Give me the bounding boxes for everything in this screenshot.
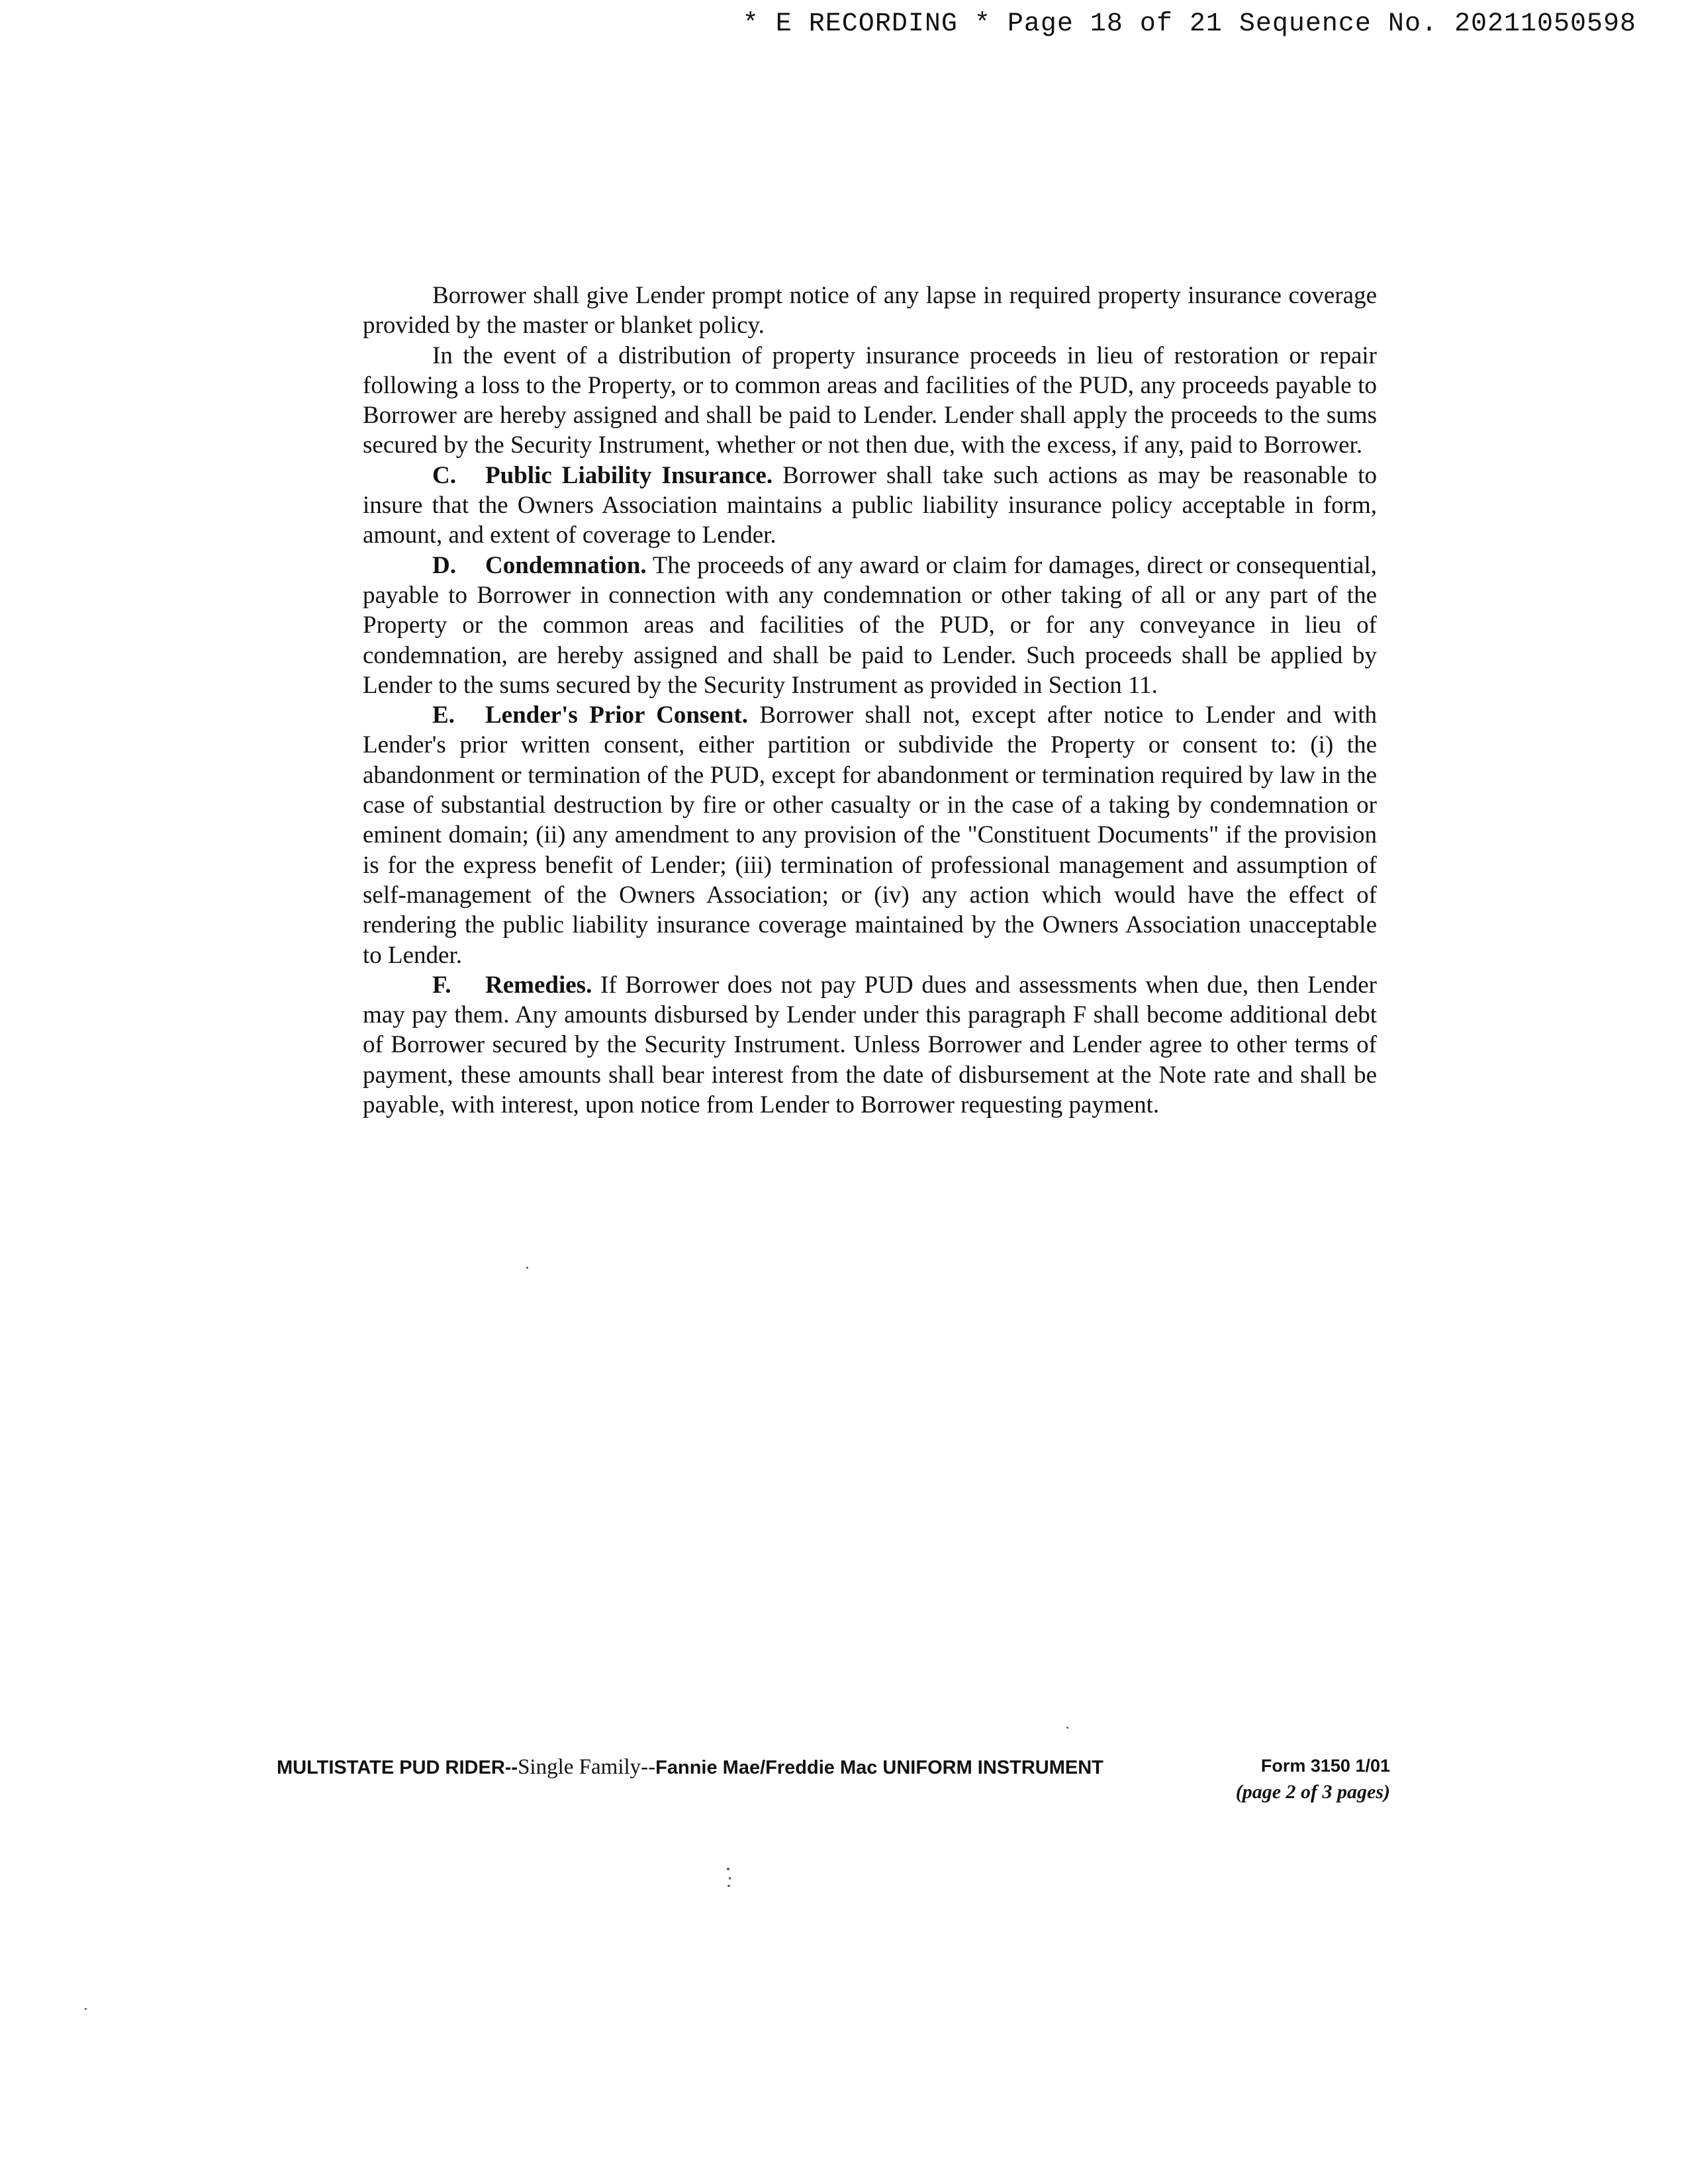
section-title: Lender's Prior Consent. [485,702,748,729]
section-d-condemnation [363,551,1377,700]
paragraph-insurance-lapse-notice: Borrower shall give Lender prompt notice of any lapse in required property insurance coverage provided by the master or blanket policy. [363,282,1377,340]
scan-speck [85,2008,87,2010]
section-letter: F. [432,971,451,999]
scan-speck [1066,1727,1068,1729]
scan-speck [727,1885,730,1887]
section-letter: D. [432,551,456,579]
footer-page-count: (page 2 of 3 pages) [1235,1781,1390,1803]
scan-speck [729,1877,731,1880]
footer-rider-name: MULTISTATE PUD RIDER-- [277,1757,518,1778]
section-letter: E. [432,702,455,729]
section-text: Borrower shall not, except after notice to Lender and with Lender's prior written consent, either partition or subdivide the Property or consent to: (i) the abandonment or termination of the PUD, except for abandonment or termination required by law in the case of substantial destruction by fire or other casualty or in the case of a taking by condemnation or eminent domain; (ii) any amendment to any provision of the "Constituent Documents" if the provision is for the express benefit of Lender; (iii) termination of professional management and assumption of self-management of the Owners Association; or (iv) any action which would have the effect of rendering the public liability insurance coverage maintained by the Owners Association unacceptable to Lender. [363,702,1377,969]
footer-form-info [1236,1752,1390,1805]
section-text: If Borrower does not pay PUD dues and assessments when due, then Lender may pay them. Any amounts disbursed by Lender under this paragraph F shall become additional debt of Borrower secured by the Security Instrument. Unless Borrower and Lender agree to other terms of payment, these amounts shall bear interest from the date of disbursement at the Note rate and shall be payable, with interest, upon notice from Lender to Borrower requesting payment. [363,971,1377,1119]
section-f-remedies [363,970,1377,1120]
footer-form-number: Form 3150 1/01 [1260,1756,1390,1776]
section-e-lenders-prior-consent [363,700,1377,970]
scan-speck [526,1267,528,1269]
section-letter: C. [432,461,456,489]
scan-speck [727,1868,729,1870]
section-title: Remedies. [485,971,592,999]
section-text: The proceeds of any award or claim for damages, direct or consequential, payable to Borrower in connection with any condemnation or other taking of all or any part of the Property or the common areas and facilities of the PUD, or for any conveyance in lieu of condemnation, are hereby assigned and shall be paid to Lender. Such proceeds shall be applied by Lender to the sums secured by the Security Instrument as provided in Section 11. [363,551,1377,699]
footer-form-title [277,1755,1103,1780]
section-title: Condemnation. [485,551,647,579]
paragraph-insurance-proceeds: In the event of a distribution of property insurance proceeds in lieu of restoration or repair following a loss to the Property, or to common areas and facilities of the PUD, any proceeds payable to Borrower are hereby assigned and shall be paid to Lender. Lender shall apply the proceeds to the sums secured by the Security Instrument, whether or not then due, with the excess, if any, paid to Borrower. [363,341,1377,459]
document-body [363,281,1377,1120]
section-text: Borrower shall take such actions as may be reasonable to insure that the Owners Association maintains a public liability insurance policy acceptable in form, amount, and extent of coverage to Lender. [363,461,1378,549]
recording-header: * E RECORDING * Page 18 of 21 Sequence No. 20211050598 [742,9,1636,39]
footer-instrument-name: Fannie Mae/Freddie Mac UNIFORM INSTRUMENT [655,1757,1103,1778]
section-c-public-liability-insurance [363,461,1377,551]
section-title: Public Liability Insurance. [485,461,773,489]
footer-family-type: Single Family-- [518,1755,656,1779]
